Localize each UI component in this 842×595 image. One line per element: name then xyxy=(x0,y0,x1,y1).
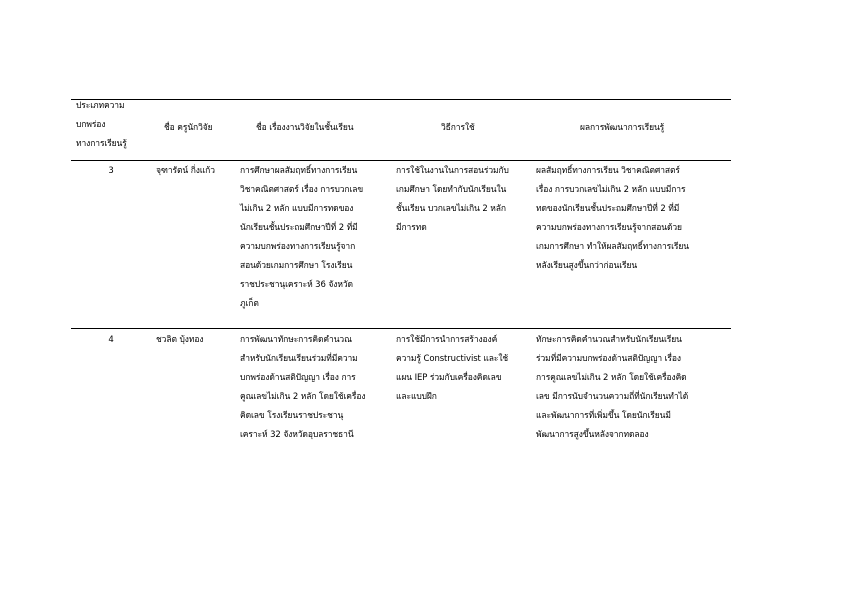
result-line: ทดของนักเรียนชั้นประถมศึกษาปีที่ 2 ที่มี xyxy=(536,204,680,214)
method-line: การใช้มีการนำการสร้างองค์ xyxy=(396,335,498,345)
title-line: เคราะห์ 32 จังหวัดอุบลราชธานี xyxy=(240,430,354,440)
result-line: ผลสัมฤทธิ์ทางการเรียน วิชาคณิตศาสตร์ xyxy=(536,166,680,176)
title-line: นักเรียนชั้นประถมศึกษาปีที่ 2 ที่มี xyxy=(240,223,358,233)
result-line: เกมการศึกษา ทำให้ผลสัมฤทธิ์ทางการเรียน xyxy=(536,242,689,252)
header-type-cell xyxy=(76,97,127,154)
table-top-rule xyxy=(71,99,731,100)
title-line: ความบกพร่องทางการเรียนรู้จาก xyxy=(240,242,356,252)
row-method-cell xyxy=(396,162,509,238)
title-line: บกพร่องด้านสติปัญญา เรื่อง การ xyxy=(240,373,356,383)
header-result: ผลการพัฒนาการเรียนรู้ xyxy=(580,123,665,133)
header-title: ชื่อ เรื่องงานวิจัยในชั้นเรียน xyxy=(256,123,354,133)
title-line: ไม่เกิน 2 หลัก แบบมีการทดของ xyxy=(240,204,354,214)
method-line: การใช้ในงานในการสอนร่วมกับ xyxy=(396,166,509,176)
title-line: การพัฒนาทักษะการคิดคำนวณ xyxy=(240,335,352,345)
result-line: และพัฒนาการที่เพิ่มขึ้น โดยนักเรียนมี xyxy=(536,411,671,421)
result-line: ร่วมที่มีความบกพร่องด้านสติปัญญา เรื่อง xyxy=(536,354,681,364)
title-line: สำหรับนักเรียนเรียนร่วมที่มีความ xyxy=(240,354,358,364)
header-bottom-rule xyxy=(71,160,731,161)
result-line: ความบกพร่องทางการเรียนรู้จากสอนด้วย xyxy=(536,223,682,233)
row-result-cell xyxy=(536,162,689,276)
header-method: วิธีการใช้ xyxy=(441,123,475,133)
method-line: เกมศึกษา โดยทำกับนักเรียนใน xyxy=(396,185,507,195)
header-researcher: ชื่อ ครูนักวิจัย xyxy=(164,123,213,133)
method-line: ชั้นเรียน บวกเลขไม่เกิน 2 หลัก xyxy=(396,204,506,214)
result-line: ทักษะการคิดคำนวณสำหรับนักเรียนเรียน xyxy=(536,335,682,345)
header-type-line: บกพร่อง xyxy=(76,120,106,130)
row-title-cell xyxy=(240,162,363,314)
row-type-cell: 3 xyxy=(108,166,114,176)
result-line: เรื่อง การบวกเลขไม่เกิน 2 หลัก แบบมีการ xyxy=(536,185,686,195)
title-line: คูณเลขไม่เกิน 2 หลัก โดยใช้เครื่อง xyxy=(240,392,366,402)
title-line: สอนด้วยเกมการศึกษา โรงเรียน xyxy=(240,261,353,271)
method-line: แผน IEP ร่วมกับเครื่องคิดเลข xyxy=(396,373,502,383)
title-line: การศึกษาผลสัมฤทธิ์ทางการเรียน xyxy=(240,166,358,176)
title-line: ภูเก็ต xyxy=(240,299,259,309)
title-line: คิดเลข โรงเรียนราชประชานุ xyxy=(240,411,344,421)
row-type-cell: 4 xyxy=(108,335,114,345)
method-line: และแบบฝึก xyxy=(396,392,437,402)
row-researcher-cell: จุฑารัตน์ กิ่งแก้ว xyxy=(156,166,215,176)
result-line: การคูณเลขไม่เกิน 2 หลัก โดยใช้เครื่องคิด xyxy=(536,373,687,383)
row-method-cell xyxy=(396,331,508,407)
title-line: ราชประชานุเคราะห์ 36 จังหวัด xyxy=(240,280,353,290)
header-type-line: ประเภทความ xyxy=(76,101,125,111)
row-result-cell xyxy=(536,331,688,445)
result-line: เลข มีการนับจำนวนความถี่ที่นักเรียนทำได้ xyxy=(536,392,689,402)
row-researcher-cell: ชวลิต บุ้งทอง xyxy=(156,335,204,345)
method-line: ความรู้ Constructivist และใช้ xyxy=(396,354,509,364)
header-type-line: ทางการเรียนรู้ xyxy=(76,139,127,149)
result-line: หลังเรียนสูงขึ้นกว่าก่อนเรียน xyxy=(536,261,638,271)
method-line: มีการทด xyxy=(396,223,427,233)
result-line: พัฒนาการสูงขึ้นหลังจากทดลอง xyxy=(536,430,649,440)
row-separator-rule xyxy=(71,328,731,329)
row-title-cell xyxy=(240,331,365,445)
title-line: วิชาคณิตศาสตร์ เรื่อง การบวกเลข xyxy=(240,185,364,195)
